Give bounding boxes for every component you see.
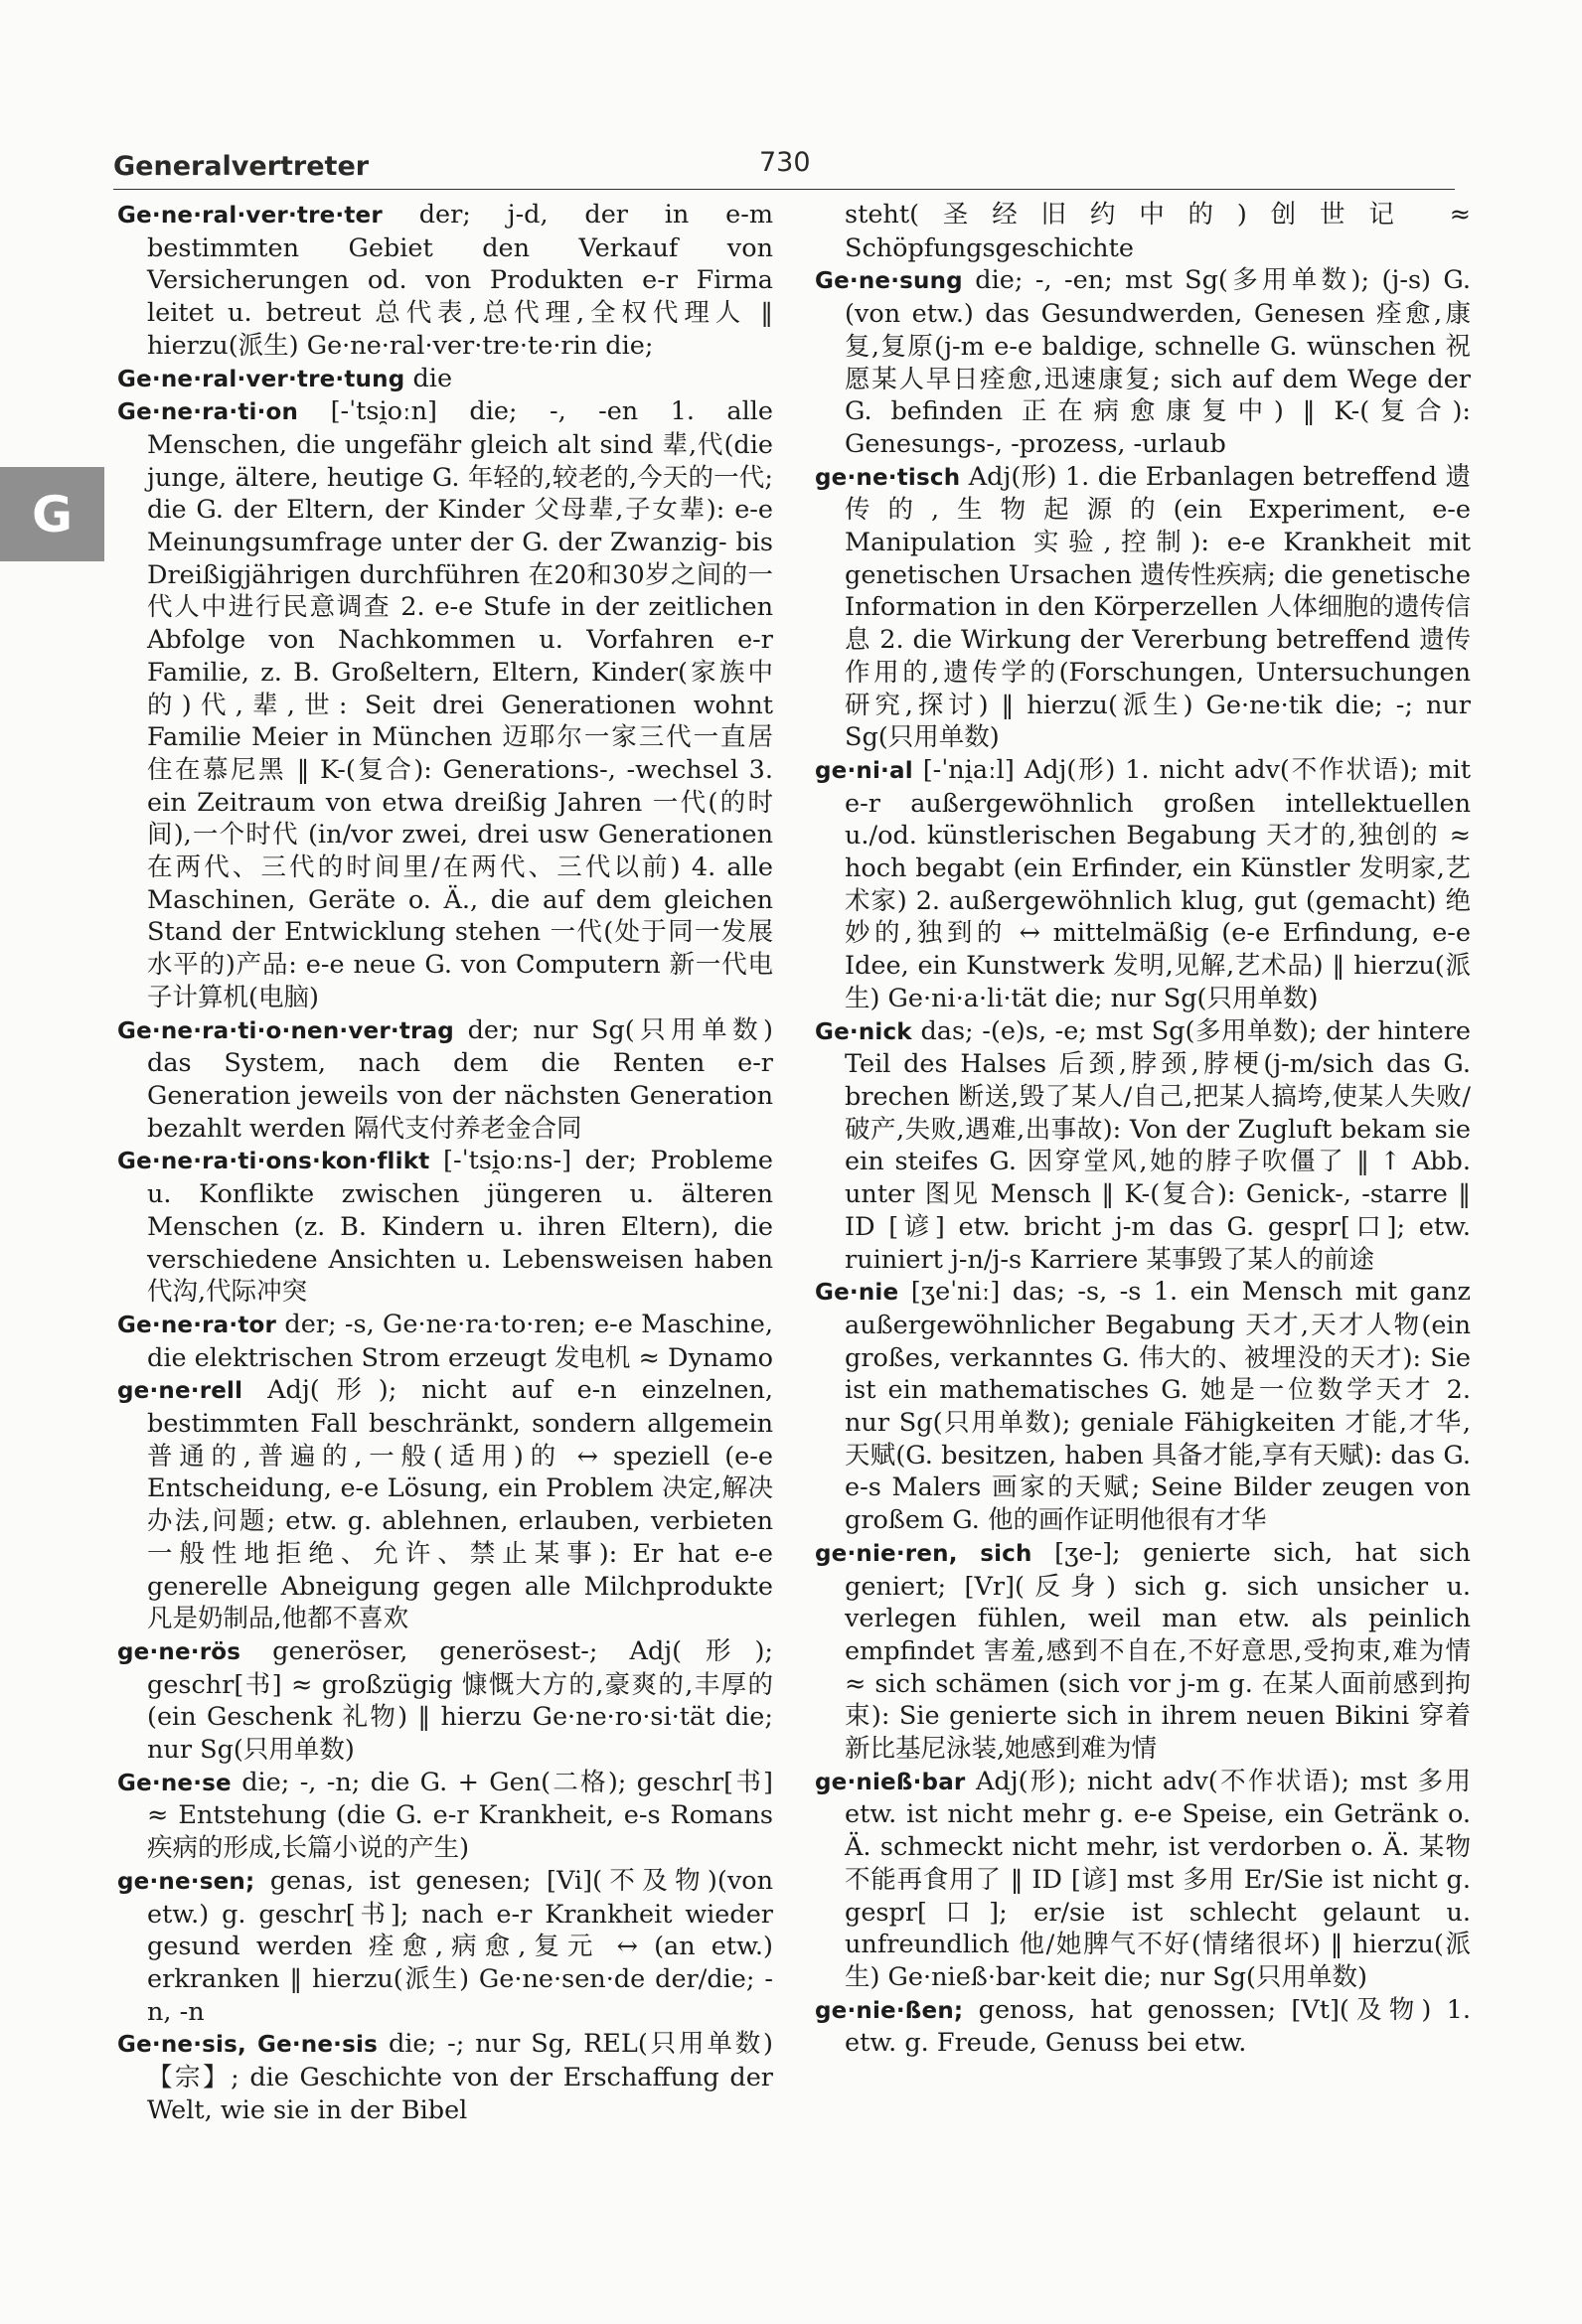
dictionary-entry: [117, 1309, 773, 1374]
dictionary-entry: [815, 1994, 1471, 2060]
entry-text: die: [412, 363, 453, 393]
headword: ge·nieß·bar: [815, 1769, 966, 1795]
entry-text: der; nur Sg(只用单数) das System, nach dem die Renten e-r Generation jeweils von der nächsten Generation bezahlt werden 隔代支付养老金合同: [147, 1014, 774, 1144]
headword: Ge·nie: [815, 1280, 899, 1307]
entry-text: Adj(形); nicht auf e-n einzelnen, bestimmten Fall beschränkt, sondern allgemein 普通的,普遍的,一般(适用)的 ↔ speziell (e-e Entscheidung, e-e Lösung, ein Problem 决定,解决办法,问题; etw. g. ablehnen, erlauben, verbieten 一般性地拒绝、允许、禁止某事): Er hat e-e generelle Abneigung gegen alle Milchprodukte 凡是奶制品,他都不喜欢: [147, 1375, 773, 1634]
dictionary-entry: [117, 1145, 773, 1309]
dictionary-entry: [815, 1276, 1471, 1537]
headword: ge·ni·al: [815, 757, 913, 784]
left-column: [117, 199, 773, 2126]
entry-text: Adj(形); nicht adv(不作状语); mst 多用 etw. ist nicht mehr g. e-e Speise, ein Getränk o. Ä. schmeckt nicht mehr, ist verdorben o. Ä. 某物不能再食用了 ‖ ID [谚] mst 多用 Er/Sie ist nicht g. gespr[口]; er/sie ist schlecht gelaunt u. unfreundlich 他/她脾气不好(情绪很坏) ‖ hierzu(派生) Ge·nieß·bar·keit die; nur Sg(只用单数): [845, 1766, 1471, 1992]
headword: Ge·ne·sung: [815, 268, 963, 295]
dictionary-entry: [117, 199, 773, 363]
headword: Ge·ne·ra·ti·ons·kon·flikt: [117, 1149, 430, 1175]
headword: ge·nie·ßen;: [815, 1997, 964, 2024]
headword: Ge·nick: [815, 1018, 912, 1045]
entry-text: Adj(形) 1. die Erbanlagen betreffend 遗传的,生物起源的(ein Experiment, e-e Manipulation 实验,控制): e-e Krankheit mit genetischen Ursachen 遗传性疾病; die genetische Information in den Körperzellen 人体细胞的遗传信息 2. die Wirkung der Vererbung betreffend 遗传作用的,遗传学的(Forschungen, Untersuchungen 研究,探讨) ‖ hierzu(派生) Ge·ne·tik die; -; nur Sg(只用单数): [845, 461, 1471, 753]
dictionary-entry: [117, 1767, 773, 1865]
entry-text: [ʒeˈniː] das; -s, -s 1. ein Mensch mit ganz außergewöhnlicher Begabung 天才,天才人物(ein großes, verkanntes G. 伟大的、被埋没的天才): Sie ist ein mathematisches G. 她是一位数学天才 2. nur Sg(只用单数); geniale Fähigkeiten 才能,才华,天赋(G. besitzen, haben 具备才能,享有天赋): das G. e-s Malers 画家的天赋; Seine Bilder zeugen von großem G. 他的画作证明他很有才华: [845, 1277, 1471, 1536]
entry-text: der; j-d, der in e-m bestimmten Gebiet den Verkauf von Versicherungen od. von Produkten e-r Firma leitet u. betreut 总代表,总代理,全权代理人 ‖ hierzu(派生) Ge·ne·ral·ver·tre·te·rin die;: [147, 200, 774, 361]
dictionary-entry: [815, 1015, 1471, 1277]
dictionary-entry: [117, 1635, 773, 1767]
headword: ge·ne·tisch: [815, 464, 961, 491]
entry-text: genoss, hat genossen; [Vt](及物) 1. etw. g. Freude, Genuss bei etw.: [845, 1994, 1471, 2059]
dictionary-entry: [815, 1766, 1471, 1994]
dictionary-entry: [117, 1374, 773, 1635]
entry-text: die; -, -n; die G. + Gen(二格); geschr[书] ≈ Entstehung (die G. e-r Krankheit, e-s Romans 疾病的形成,长篇小说的产生): [147, 1767, 774, 1864]
running-head: Generalvertreter: [113, 151, 370, 182]
entry-text: [-ˈni̯aːl] Adj(形) 1. nicht adv(不作状语); mit e-r außergewöhnlich großen intellektuellen u./od. künstlerischen Begabung 天才的,独创的 ≈ hoch begabt (ein Erfinder, ein Künstler 发明家,艺术家) 2. außergewöhnlich klug, gut (gemacht) 绝妙的,独到的 ↔ mittelmäßig (e-e Erfindung, e-e Idee, ein Kunstwerk 发明,见解,艺术品) ‖ hierzu(派生) Ge·ni·a·li·tät die; nur Sg(只用单数): [845, 754, 1471, 1013]
entry-text: die; -, -en; mst Sg(多用单数); (j-s) G. (von etw.) das Gesundwerden, Genesen 痊愈,康复,复原(j-m e-e baldige, schnelle G. wünschen 祝愿某人早日痊愈,迅速康复; sich auf dem Wege der G. befinden 正在病愈康复中) ‖ K-(复合): Genesungs-, -prozess, -urlaub: [845, 265, 1471, 459]
dictionary-entry: [815, 461, 1471, 754]
entry-text: genas, ist genesen; [Vi](不及物)(von etw.) g. geschr[书]; nach e-r Krankheit wieder gesund werden 痊愈,病愈,复元 ↔ (an etw.) erkranken ‖ hierzu(派生) Ge·ne·sen·de der/die; -n, -n: [147, 1865, 773, 2027]
entry-text: [-ˈtsi̯oːns-] der; Probleme u. Konflikte zwischen jüngeren u. älteren Menschen (z. B. Kindern u. ihren Eltern), die verschiedene Ansichten u. Lebensweisen haben 代沟,代际冲突: [147, 1146, 773, 1308]
headword: Ge·ne·ra·tor: [117, 1312, 277, 1338]
headword: Ge·ne·sis, Ge·ne·sis: [117, 2032, 378, 2059]
headword: Ge·ne·ra·ti·o·nen·ver·trag: [117, 1017, 454, 1044]
headword: Ge·ne·ral·ver·tre·tung: [117, 366, 405, 392]
dictionary-entry: [117, 363, 773, 396]
headword: ge·ne·sen;: [117, 1868, 255, 1895]
entry-text: die; -; nur Sg, REL(只用单数)【宗】; die Geschichte von der Erschaffung der Welt, wie sie in der Bibel: [147, 2029, 774, 2125]
entry-text: der; -s, Ge·ne·ra·to·ren; e-e Maschine, die elektrischen Strom erzeugt 发电机 ≈ Dynamo: [147, 1309, 774, 1373]
headword: ge·nie·ren, sich: [815, 1540, 1032, 1567]
dictionary-entry: [815, 264, 1471, 460]
dictionary-entry: [117, 1865, 773, 2029]
entry-text: [-ˈtsi̯oːn] die; -, -en 1. alle Menschen, die ungefähr gleich alt sind 辈,代(die junge, ältere, heutige G. 年轻的,较老的,今天的一代; die G. der Eltern, der Kinder 父母辈,子女辈): e-e Meinungsumfrage unter der G. der Zwanzig- bis Dreißigjährigen durchführen 在20和30岁之间的一代人中进行民意调查 2. e-e Stufe in der zeitlichen Abfolge von Nachkommen u. Vorfahren e-r Familie, z. B. Großeltern, Eltern, Kinder(家族中的)代,辈,世: Seit drei Generationen wohnt Familie Meier in München 迈耶尔一家三代一直居住在慕尼黑 ‖ K-(复合): Generations-, -wechsel 3. ein Zeitraum von etwa dreißig Jahren 一代(的时间),一个时代 (in/vor zwei, drei usw Generationen 在两代、三代的时间里/在两代、三代以前) 4. alle Maschinen, Geräte o. Ä., die auf dem gleichen Stand der Entwicklung stehen 一代(处于同一发展水平的)产品: e-e neue G. von Computern 新一代电子计算机(电脑): [147, 396, 774, 1012]
dictionary-entry: [117, 2028, 773, 2126]
headword: Ge·ne·se: [117, 1770, 232, 1796]
entry-text: das; -(e)s, -e; mst Sg(多用单数); der hintere Teil des Halses 后颈,脖颈,脖梗(j-m/sich das G. brechen 断送,毁了某人/自己,把某人搞垮,使某人失败/破产,失败,遇难,出事故): Von der Zugluft bekam sie ein steifes G. 因穿堂风,她的脖子吹僵了 ‖ ↑ Abb. unter 图见 Mensch ‖ K-(复合): Genick-, -starre ‖ ID [谚] etw. bricht j-m das G. gespr[口]; etw. ruiniert j-n/j-s Karriere 某事毁了某人的前途: [845, 1015, 1472, 1275]
headword: Ge·ne·ra·ti·on: [117, 399, 299, 426]
thumb-index-tab: G: [0, 467, 104, 561]
page-number: 730: [759, 147, 811, 178]
right-column: [815, 199, 1471, 2060]
dictionary-entry: [815, 1537, 1471, 1766]
page-header: [113, 145, 1455, 190]
entry-text: generöser, generösest-; Adj(形); geschr[书] ≈ großzügig 慷慨大方的,豪爽的,丰厚的(ein Geschenk 礼物) ‖ hierzu Ge·ne·ro·si·tät die; nur Sg(只用单数): [147, 1635, 773, 1766]
headword: ge·ne·rell: [117, 1378, 243, 1405]
headword: Ge·ne·ral·ver·tre·ter: [117, 203, 383, 229]
dictionary-entry-continued: [815, 199, 1471, 264]
entry-text: [ʒe-]; genierte sich, hat sich geniert; [Vr](反身) sich g. sich unsicher u. verlegen fühlen, weil man etw. als peinlich empfindet 害羞,感到不自在,不好意思,受拘束,难为情 ≈ sich schämen (sich vor j-m g. 在某人面前感到拘束): Sie genierte sich in ihrem neuen Bikini 穿着新比基尼泳装,她感到难为情: [845, 1537, 1471, 1765]
dictionary-entry: [117, 395, 773, 1013]
headword: ge·ne·rös: [117, 1638, 241, 1665]
entry-text: steht(圣经旧约中的)创世记 ≈ Schöpfungsgeschichte: [845, 200, 1471, 263]
dictionary-entry: [117, 1014, 773, 1146]
dictionary-entry: [815, 754, 1471, 1015]
